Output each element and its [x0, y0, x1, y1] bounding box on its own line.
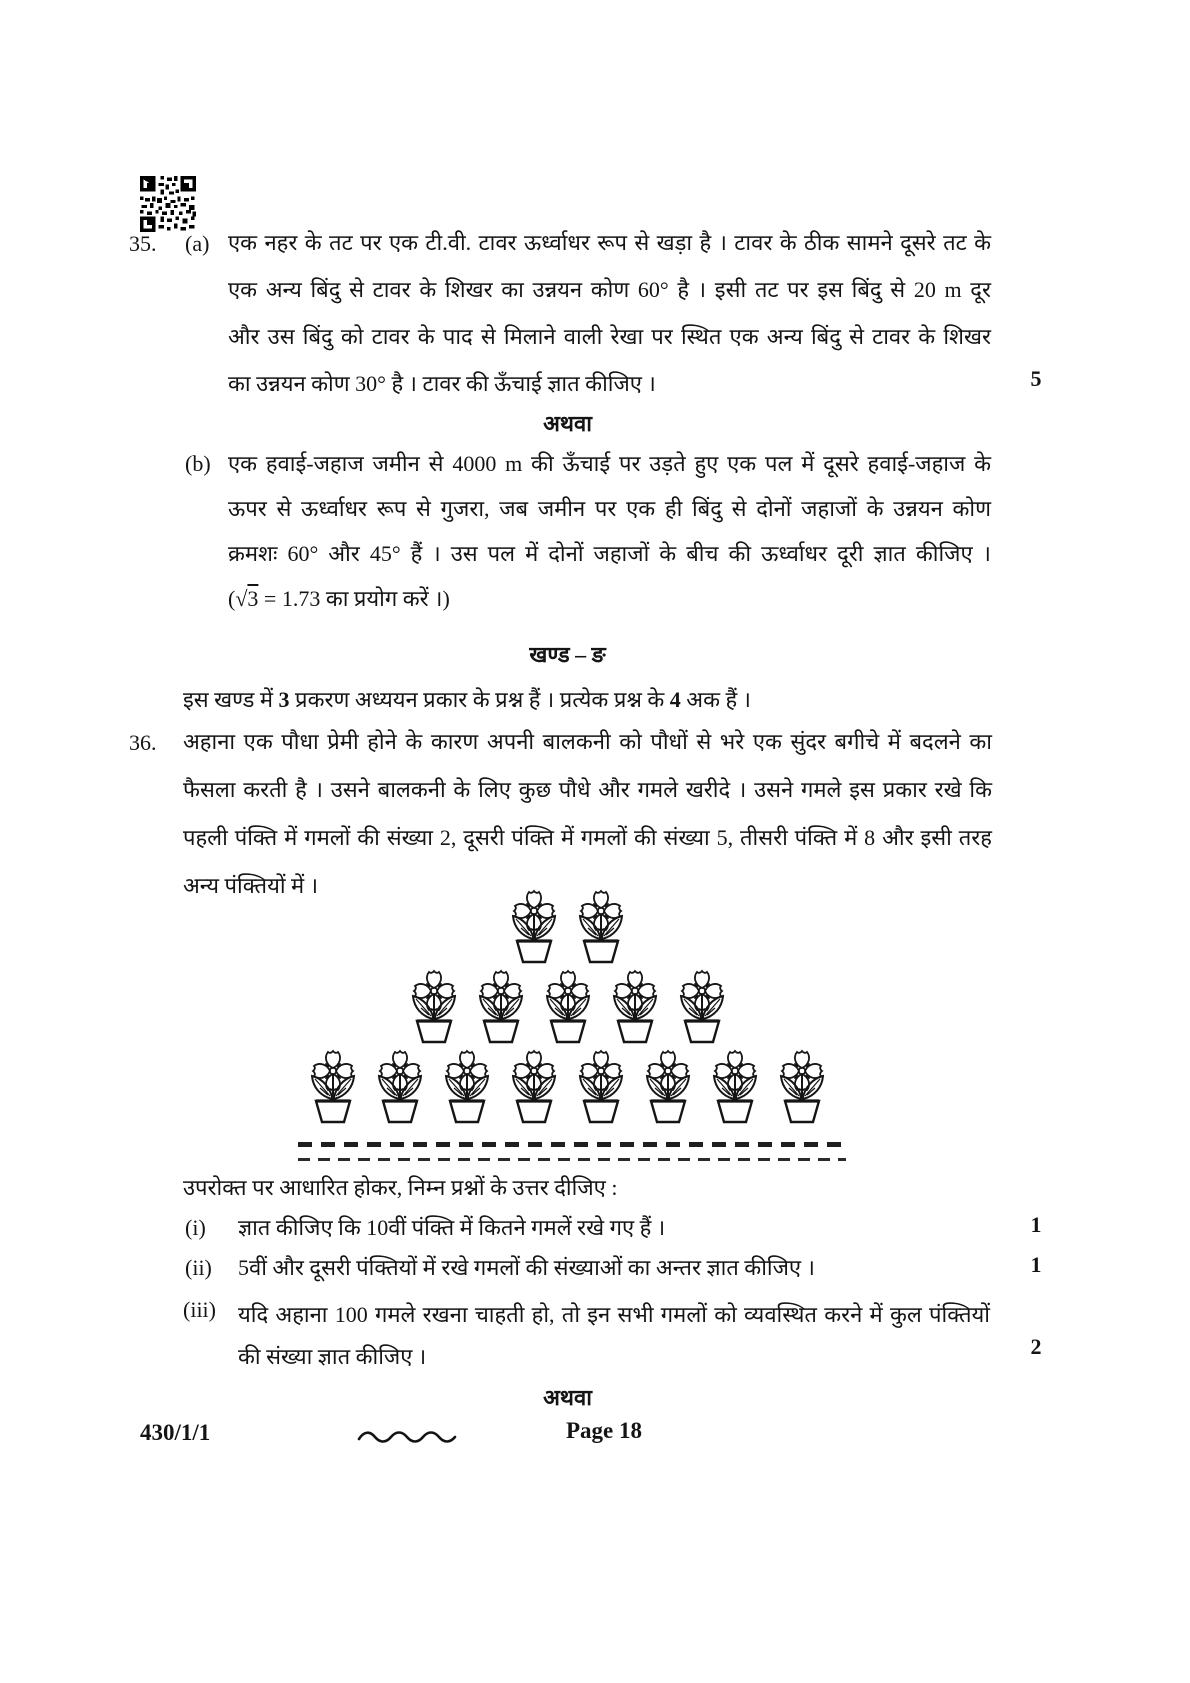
section-e-title: खण्ड – ङ [529, 642, 606, 667]
intro-count: 3 [278, 687, 290, 712]
q36-i-label: (i) [185, 1215, 206, 1240]
flower-pot-icon [772, 1044, 832, 1124]
q36-line: अन्य पंक्तियों में । [183, 873, 319, 898]
flower-pot-icon [638, 1044, 698, 1124]
flower-pot-icon [303, 1044, 363, 1124]
flower-pot-icon [471, 964, 531, 1044]
flower-pot-icon [672, 964, 732, 1044]
figure-dashed-line-light [298, 1158, 846, 1161]
flower-pot-icon [370, 1044, 430, 1124]
q36-i-marks: 1 [1030, 1212, 1042, 1237]
q35a-text [228, 219, 991, 407]
sqrt-open: (√ [228, 586, 248, 611]
q36-ii-marks: 1 [1030, 1252, 1042, 1277]
squiggle-separator-icon [356, 1428, 466, 1448]
page-number: Page 18 [566, 1418, 643, 1443]
q36-line: फैसला करती है । उसने बालकनी के लिए कुछ पौधे और गमले खरीदे । उसने गमले इस प्रकार रखे कि [183, 777, 992, 802]
q36-line: पहली पंक्ति में गमलों की संख्या 2, दूसरी पंक्ति में गमलों की संख्या 5, तीसरी पंक्ति में 8 और इसी तरह [183, 825, 992, 850]
flower-pot-pyramid [130, 884, 1005, 1124]
q36-iii-line: की संख्या ज्ञात कीजिए । [238, 1344, 427, 1369]
q36-iii-marks: 2 [1030, 1334, 1042, 1359]
flower-pot-icon [571, 1044, 631, 1124]
intro-part: अक हैं । [680, 687, 752, 712]
flower-pot-icon [538, 964, 598, 1044]
flower-pot-icon [437, 1044, 497, 1124]
flower-pot-icon [404, 964, 464, 1044]
q35b-line: ऊपर से ऊर्ध्वाधर रूप से गुजरा, जब जमीन पर एक ही बिंदु से दोनों जहाजों के उन्नयन कोण [228, 496, 991, 521]
pot-row [504, 884, 631, 964]
q36-ii-text: 5वीं और दूसरी पंक्तियों में रखे गमलों की संख्याओं का अन्तर ज्ञात कीजिए । [238, 1255, 815, 1280]
q36-iii-line: यदि अहाना 100 गमले रखना चाहती हो, तो इन सभी गमलों को व्यवस्थित करने में कुल पंक्तियों [238, 1302, 990, 1327]
sqrt-radicand: 3 [247, 586, 259, 611]
pot-row [404, 964, 732, 1044]
q35a-line: एक नहर के तट पर एक टी.वी. टावर ऊर्ध्वाधर रूप से खड़ा है । टावर के ठीक सामने दूसरे तट के [228, 230, 991, 255]
flower-pot-icon [504, 884, 564, 964]
qr-code [140, 176, 196, 232]
section-e-intro [183, 686, 751, 714]
figure-dashed-line-heavy [298, 1142, 844, 1147]
q35b-line: क्रमशः 60° और 45° हैं । उस पल में दोनों जहाजों के बीच की ऊर्ध्वाधर दूरी ज्ञात कीजिए । [228, 541, 991, 566]
q35a-line: का उन्नयन कोण 30° है । टावर की ऊँचाई ज्ञात कीजिए । [228, 371, 656, 396]
q36-or-label: अथवा [543, 1385, 592, 1410]
flower-pot-icon [605, 964, 665, 1044]
q36-iii-label: (iii) [183, 1297, 216, 1322]
q36-number: 36. [129, 730, 157, 755]
intro-part: प्रकरण अध्ययन प्रकार के प्रश्न हैं । प्रत्येक प्रश्न के [289, 687, 670, 712]
q35b-sqrt-line [228, 576, 991, 621]
flower-pot-icon [571, 884, 631, 964]
q36-iii-text [238, 1294, 990, 1378]
q36-i-text: ज्ञात कीजिए कि 10वीं पंक्ति में कितने गमलें रखे गए हैं । [238, 1215, 666, 1240]
q35a-line: एक अन्य बिंदु से टावर के शिखर का उन्नयन कोण 60° है । इसी तट पर इस बिंदु से 20 m दूर [228, 277, 991, 302]
q36-ii-label: (ii) [185, 1255, 212, 1280]
q35b-line: एक हवाई-जहाज जमीन से 4000 m की ऊँचाई पर उड़ते हुए एक पल में दूसरे हवाई-जहाज के [228, 451, 991, 476]
q36-based-on: उपरोक्त पर आधारित होकर, निम्न प्रश्नों के उत्तर दीजिए : [183, 1175, 618, 1200]
q36-text [183, 718, 992, 910]
q35a-line: और उस बिंदु को टावर के पाद से मिलाने वाली रेखा पर स्थित एक अन्य बिंदु से टावर के शिखर [228, 324, 991, 349]
sqrt-rest: = 1.73 का प्रयोग करें ।) [258, 586, 450, 611]
flower-pot-icon [705, 1044, 765, 1124]
q35a-marks: 5 [1030, 366, 1042, 391]
flower-pot-icon [504, 1044, 564, 1124]
q35b-label: (b) [185, 451, 211, 476]
q35-or-label: अथवा [543, 411, 592, 436]
paper-code: 430/1/1 [140, 1420, 211, 1445]
intro-marks: 4 [669, 687, 681, 712]
pot-row [303, 1044, 832, 1124]
q35b-text [228, 441, 991, 621]
q35a-label: (a) [185, 231, 210, 256]
q35-number: 35. [129, 231, 157, 256]
intro-part: इस खण्ड में [183, 687, 279, 712]
q36-line: अहाना एक पौधा प्रेमी होने के कारण अपनी बालकनी को पौधों से भरे एक सुंदर बगीचे में बदलने का [183, 729, 992, 754]
